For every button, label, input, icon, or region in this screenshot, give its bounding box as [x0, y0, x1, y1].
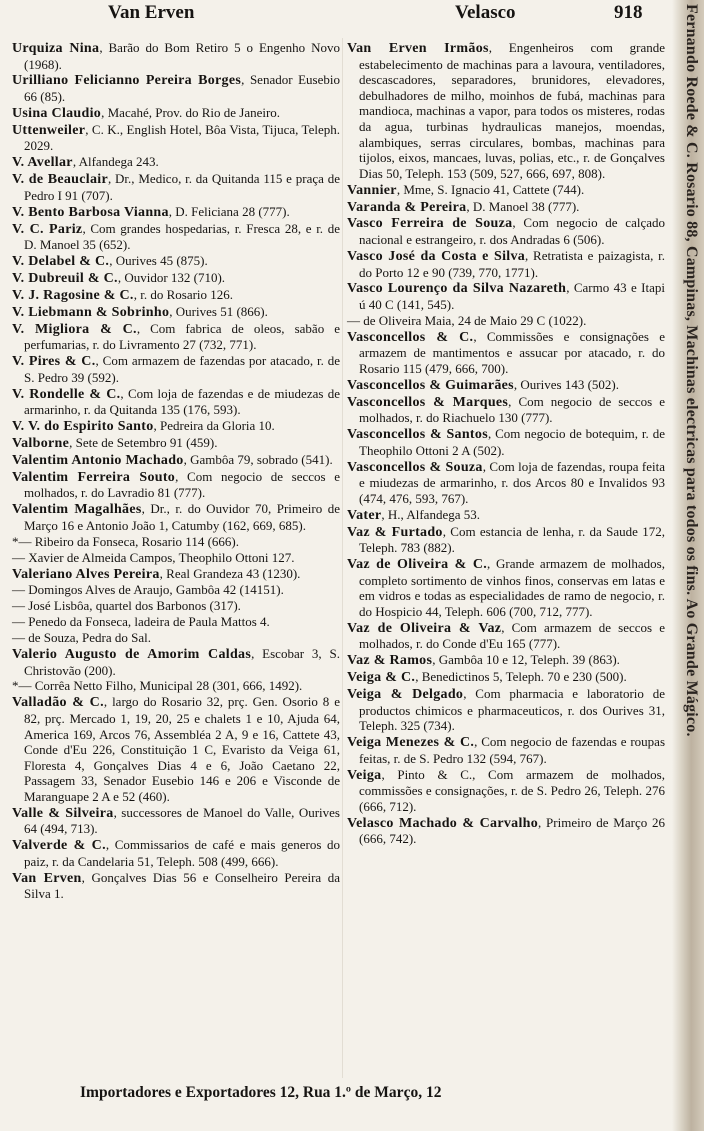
directory-entry: Vaz & Ramos, Gambôa 10 e 12, Teleph. 39 (863).	[347, 652, 620, 669]
directory-entry: Vater, H., Alfandega 53.	[347, 506, 480, 523]
directory-entry: Valladão & C., largo do Rosario 32, prç. Gen. Osorio 8 e 82, prç. Mercado 1, 19, 20, 25 e chalets 1 e 10, Ajuda 64, America 169, Arcos 76, Assembléa 2 A, 9 e 16, Cattete 43, Conde d'Eu 226, Constituição 1 C, Evaristo da Veiga 61, Floresta 4, Gonçalves Dias 4 e 6, João Caetano 22, Passagem 33, Senador Eusebio 146 e 206 e Visconde de Maranguape 2 A e 52 (460).	[12, 694, 340, 804]
directory-entry: Urilliano Felicianno Pereira Borges, Senador Eusebio 66 (85).	[12, 72, 340, 105]
entry-name: Veiga Menezes & C.	[347, 735, 475, 751]
entry-name: Vasconcellos & Marques	[347, 394, 509, 410]
entry-name: Vaz de Oliveira & Vaz	[347, 620, 502, 636]
directory-entry: Vasco José da Costa e Silva, Retratista e paizagista, r. do Porto 12 e 90 (739, 770, 1771).	[347, 247, 665, 280]
entry-name: V. Delabel & C.	[12, 254, 110, 270]
entry-name: V. Bento Barbosa Vianna	[12, 204, 169, 220]
directory-entry: Usina Claudio, Macahé, Prov. do Rio de Janeiro.	[12, 104, 281, 121]
entry-name: Velasco Machado & Carvalho	[347, 815, 539, 831]
header-center-word: Velasco	[455, 2, 516, 23]
directory-entry: Valentim Magalhães, Dr., r. do Ouvidor 70, Primeiro de Março 16 e Antonio João 1, Catumby (162, 669, 685).	[12, 501, 340, 533]
entry-name: Valentim Ferreira Souto	[12, 469, 176, 485]
directory-entry: Valverde & C., Commissarios de café e mais generos do paiz, r. da Candelaria 51, Teleph. 508 (499, 666).	[12, 837, 340, 869]
directory-entry: Vasconcellos & Guimarães, Ourives 143 (502).	[347, 376, 619, 393]
entry-name: Vasco Lourenço da Silva Nazareth	[347, 281, 567, 297]
directory-entry: Vaz de Oliveira & C., Grande armazem de molhados, completo sortimento de vinhos finos, conservas em latas e em vidros e todas as especialidades de ramo de negocio, r. do Hospicio 44, Teleph. 606 (700, 712, 777).	[347, 556, 665, 619]
entry-name: Valle & Silveira	[12, 805, 114, 821]
entry-name: V. Migliora & C.	[12, 321, 137, 337]
entry-name: Valentim Antonio Machado	[12, 452, 184, 468]
directory-entry: V. J. Ragosine & C., r. do Rosario 126.	[12, 286, 234, 303]
entry-name: Vasconcellos & C.	[347, 329, 474, 345]
directory-entry: Valentim Antonio Machado, Gambôa 79, sobrado (541).	[12, 451, 333, 468]
directory-entry: V. Liebmann & Sobrinho, Ourives 51 (866).	[12, 303, 268, 320]
entry-name: Veiga	[347, 767, 382, 783]
entry-name: V. Rondelle & C.	[12, 386, 121, 402]
entry-name: Van Erven Irmãos	[347, 41, 489, 56]
entry-name: Veiga & Delgado	[347, 687, 464, 703]
entry-name: Vannier	[347, 182, 397, 198]
entry-name: V. C. Pariz	[12, 221, 83, 237]
directory-entry: Van Erven, Gonçalves Dias 56 e Conselheiro Pereira da Silva 1.	[12, 869, 340, 902]
column-gutter	[342, 38, 343, 1078]
directory-entry: — Domingos Alves de Araujo, Gambôa 42 (14151).	[12, 582, 284, 598]
directory-entry: Valeriano Alves Pereira, Real Grandeza 43 (1230).	[12, 565, 301, 582]
directory-entry: V. de Beauclair, Dr., Medico, r. da Quitanda 115 e praça de Pedro I 91 (707).	[12, 171, 340, 203]
entry-name: Vaz & Furtado	[347, 524, 443, 540]
directory-entry: Van Erven Irmãos, Engenheiros com grande estabelecimento de machinas para a lavoura, ventiladores, descascadores, separadores, brunidores, elevadores, debulhadores de milho, moinhos de fubá, machinas para mandioca, machinas a vapor, para todos os misteres, rodas da agua, turbinas hydraulicas manejos, moendas, alambiques, serras circulares, bombas, machinas para tijolos, eixos, mancaes, luvas, polias, etc., r. de Gonçalves Dias 50, Teleph. 153 (509, 527, 666, 697, 808).	[347, 40, 665, 181]
directory-entry: V. Avellar, Alfandega 243.	[12, 154, 159, 171]
directory-entry: Veiga Menezes & C., Com negocio de fazendas e roupas feitas, r. de S. Pedro 132 (594, 767).	[347, 734, 665, 766]
directory-entry: V. V. do Espirito Santo, Pedreira da Gloria 10.	[12, 418, 275, 435]
entry-name: V. Dubreuil & C.	[12, 270, 118, 286]
directory-entry: *— Ribeiro da Fonseca, Rosario 114 (666).	[12, 533, 239, 549]
entry-name: Vasconcellos & Guimarães	[347, 377, 514, 393]
entry-name: V. de Beauclair	[12, 172, 108, 188]
directory-entry: Veiga & Delgado, Com pharmacia e laboratorio de productos chimicos e pharmaceuticos, r. dos Ourives 31, Teleph. 325 (734).	[347, 686, 665, 734]
directory-entry: Valerio Augusto de Amorim Caldas, Escobar 3, S. Christovão (200).	[12, 645, 340, 678]
directory-entry: Valle & Silveira, successores de Manoel do Valle, Ourives 64 (494, 713).	[12, 804, 340, 837]
running-header	[0, 2, 704, 28]
directory-entry: Valentim Ferreira Souto, Com negocio de seccos e molhados, r. do Lavradio 81 (777).	[12, 468, 341, 501]
directory-entry: V. Pires & C., Com armazem de fazendas por atacado, r. de S. Pedro 39 (592).	[12, 353, 340, 385]
directory-entry: V. Delabel & C., Ourives 45 (875).	[12, 253, 208, 270]
entry-name: Vaz & Ramos	[347, 653, 433, 669]
entry-name: Varanda & Pereira	[347, 199, 467, 215]
header-left-word: Van Erven	[108, 2, 195, 23]
entry-name: Vasco José da Costa e Silva	[347, 248, 526, 264]
entry-name: Vasconcellos & Santos	[347, 427, 488, 443]
page-number: 918	[614, 2, 643, 23]
entry-name: Veiga & C.	[347, 670, 416, 686]
directory-entry: Valborne, Sete de Setembro 91 (459).	[12, 435, 218, 451]
directory-entry: Velasco Machado & Carvalho, Primeiro de Março 26 (666, 742).	[347, 814, 665, 847]
entry-name: Urquiza Nina	[12, 41, 100, 56]
directory-entry: Urquiza Nina, Barão do Bom Retiro 5 o Engenho Novo (1968).	[12, 40, 340, 72]
directory-entry: Vasco Lourenço da Silva Nazareth, Carmo 43 e Itapi ú 40 C (141, 545).	[347, 280, 665, 312]
directory-entry: Vaz de Oliveira & Vaz, Com armazem de seccos e molhados, r. do Conde d'Eu 165 (777).	[347, 619, 665, 652]
directory-entry: Vasconcellos & Santos, Com negocio de botequim, r. de Theophilo Ottoni 2 A (502).	[347, 426, 665, 458]
directory-entry: — de Souza, Pedra do Sal.	[12, 630, 152, 646]
left-column	[12, 40, 340, 902]
entry-name: Vasconcellos & Souza	[347, 459, 483, 475]
directory-entry: V. Rondelle & C., Com loja de fazendas e de miudezas de armarinho, r. da Quitanda 135 (176, 593).	[12, 385, 340, 418]
directory-entry: Veiga, Pinto & C., Com armazem de molhados, commissões e consignações, r. de S. Pedro 26, Teleph. 276 (666, 712).	[347, 766, 665, 814]
side-advertisement: Fernando Roede & C. Rosario 88, Campinas, Machinas electricas para todos os fins. Ao Grande Mágico.	[683, 4, 700, 737]
directory-entry: Uttenweiler, C. K., English Hotel, Bôa Vista, Tijuca, Teleph. 2029.	[12, 121, 340, 154]
entry-name: Usina Claudio	[12, 105, 102, 121]
entry-name: Vater	[347, 507, 382, 523]
entry-name: V. Avellar	[12, 155, 73, 171]
directory-entry: Veiga & C., Benedictinos 5, Teleph. 70 e 230 (500).	[347, 669, 627, 686]
entry-name: Valverde & C.	[12, 838, 106, 854]
directory-entry: Vasconcellos & C., Commissões e consignações e armazem de mantimentos e assucar por atacado, r. do Rosario 115 (479, 666, 700).	[347, 328, 665, 376]
directory-entry: V. Bento Barbosa Vianna, D. Feliciana 28 (777).	[12, 203, 290, 220]
entry-name: Valerio Augusto de Amorim Caldas	[12, 646, 252, 662]
entry-name: Valladão & C.	[12, 695, 104, 711]
entry-name: Vaz de Oliveira & C.	[347, 557, 488, 573]
entry-name: V. V. do Espirito Santo	[12, 419, 154, 435]
right-column	[347, 40, 665, 847]
entry-name: V. J. Ragosine & C.	[12, 287, 134, 303]
directory-entry: — Penedo da Fonseca, ladeira de Paula Mattos 4.	[12, 614, 270, 630]
directory-entry: V. Dubreuil & C., Ouvidor 132 (710).	[12, 269, 226, 286]
entry-name: Valborne	[12, 436, 70, 451]
directory-entry: Vasconcellos & Souza, Com loja de fazendas, roupa feita e miudezas de armarinho, r. dos Arcos 80 e Invalidos 93 (474, 476, 593, 767).	[347, 458, 665, 506]
entry-name: V. Pires & C.	[12, 354, 96, 370]
directory-entry: V. C. Pariz, Com grandes hospedarias, r. Fresca 28, e r. de D. Manoel 35 (652).	[12, 220, 340, 253]
directory-entry: V. Migliora & C., Com fabrica de oleos, sabão e perfumarias, r. do Livramento 27 (732, 771).	[12, 320, 340, 353]
entry-name: Uttenweiler	[12, 122, 86, 138]
directory-entry: — Xavier de Almeida Campos, Theophilo Ottoni 127.	[12, 549, 295, 565]
entry-name: Valentim Magalhães	[12, 502, 142, 518]
directory-entry: — José Lisbôa, quartel dos Barbonos (317).	[12, 598, 241, 614]
directory-entry: — de Oliveira Maia, 24 de Maio 29 C (1022).	[347, 312, 587, 328]
entry-name: V. Liebmann & Sobrinho	[12, 304, 170, 320]
entry-name: Vasco Ferreira de Souza	[347, 216, 513, 232]
directory-entry: Vasco Ferreira de Souza, Com negocio de calçado nacional e estrangeiro, r. dos Andradas 6 (506).	[347, 215, 665, 248]
entry-name: Urilliano Felicianno Pereira Borges	[12, 73, 242, 89]
entry-name: Van Erven	[12, 870, 82, 886]
footer-advertisement: Importadores e Exportadores 12, Rua 1.º de Março, 12	[80, 1084, 442, 1101]
directory-entry: *— Corrêa Netto Filho, Municipal 28 (301, 666, 1492).	[12, 678, 303, 694]
directory-entry: Vaz & Furtado, Com estancia de lenha, r. da Saude 172, Teleph. 783 (882).	[347, 523, 665, 556]
directory-entry: Vasconcellos & Marques, Com negocio de seccos e molhados, r. do Riachuelo 130 (777).	[347, 393, 665, 426]
directory-entry: Varanda & Pereira, D. Manoel 38 (777).	[347, 198, 580, 215]
directory-entry: Vannier, Mme, S. Ignacio 41, Cattete (744).	[347, 181, 585, 198]
entry-name: Valeriano Alves Pereira	[12, 566, 160, 582]
